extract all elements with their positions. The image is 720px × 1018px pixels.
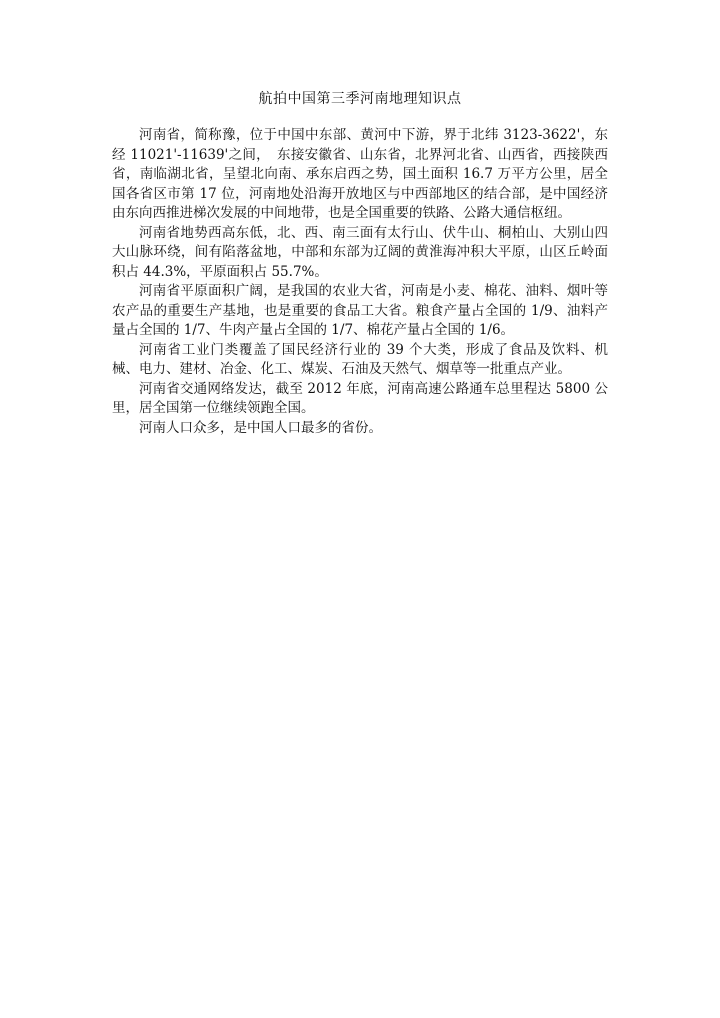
paragraph-transport: 河南省交通网络发达，截至 2012 年底，河南高速公路通车总里程达 5800 公里，居全国第一位继续领跑全国。 bbox=[112, 380, 608, 416]
document-title: 航拍中国第三季河南地理知识点 bbox=[258, 91, 462, 107]
paragraph-industry: 河南省工业门类覆盖了国民经济行业的 39 个大类，形成了食品及饮料、机械、电力、建材、冶金、化工、煤炭、石油及天然气、烟草等一批重点产业。 bbox=[112, 341, 608, 377]
document-body bbox=[112, 126, 608, 438]
paragraph-agriculture: 河南省平原面积广阔，是我国的农业大省，河南是小麦、棉花、油料、烟叶等农产品的重要生产基地，也是重要的食品工大省。粮食产量占全国的 1/9、油料产量占全国的 1/7、牛肉产量占全国的 1/7、棉花产量占全国的 1/6。 bbox=[112, 283, 608, 338]
paragraph-location: 河南省，简称豫，位于中国中东部、黄河中下游，界于北纬 3123-3622'，东经 11021'-11639'之间， 东接安徽省、山东省，北界河北省、山西省，西接陕西省，南临湖北省，呈望北向南、承东启西之势，国土面积 16.7 万平方公里，居全国各省区市第 17 位，河南地处沿海开放地区与中西部地区的结合部，是中国经济由东向西推进梯次发展的中间地带，也是全国重要的铁路、公路大通信枢纽。 bbox=[112, 127, 608, 221]
paragraph-population: 河南人口众多，是中国人口最多的省份。 bbox=[139, 419, 382, 436]
paragraph-terrain: 河南省地势西高东低，北、西、南三面有太行山、伏牛山、桐柏山、大别山四大山脉环绕，间有陷落盆地，中部和东部为辽阔的黄淮海冲积大平原，山区丘岭面积占 44.3%，平原面积占 55.7%。 bbox=[112, 224, 608, 280]
